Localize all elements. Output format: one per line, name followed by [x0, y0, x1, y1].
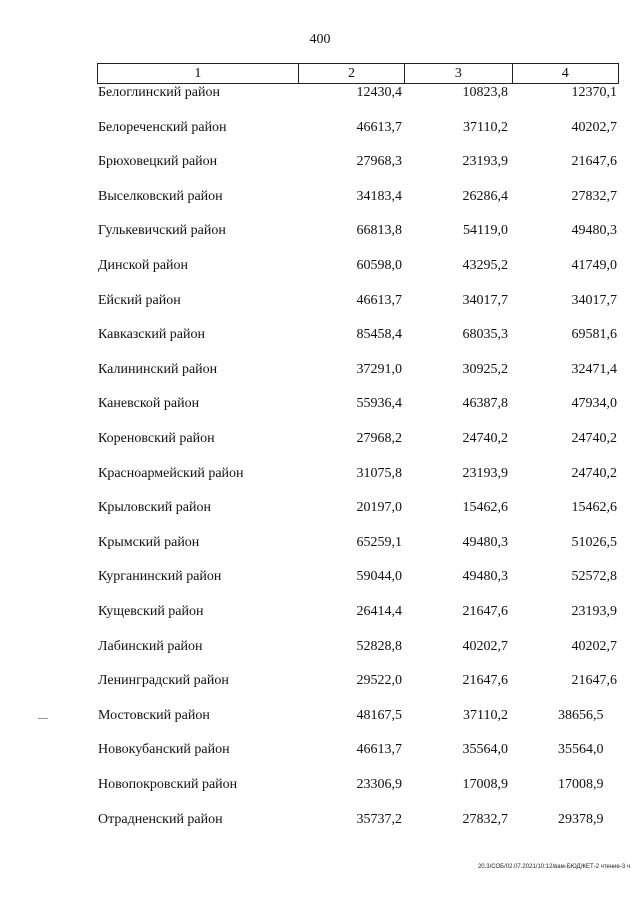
value-column-4: 23193,9 [571, 604, 617, 619]
value-column-4: 15462,6 [571, 500, 617, 516]
table-row [0, 186, 640, 208]
district-name: Ейский район [98, 292, 181, 308]
value-column-3: 46387,8 [462, 396, 508, 412]
value-column-4: 21647,6 [571, 154, 617, 170]
value-column-3: 26286,4 [462, 188, 508, 204]
value-column-3: 23193,9 [462, 154, 508, 170]
value-column-2: 27968,3 [356, 154, 402, 170]
value-column-3: 10823,8 [462, 85, 508, 100]
value-column-4: 21647,6 [571, 673, 617, 689]
value-column-2: 60598,0 [356, 258, 402, 273]
value-column-4: 40202,7 [571, 119, 617, 135]
column-header-1: 1 [98, 64, 299, 84]
district-name: Новопокровский район [98, 777, 238, 792]
district-name: Белореченский район [98, 119, 227, 135]
value-column-2: 20197,0 [356, 500, 402, 516]
value-column-3: 35564,0 [462, 742, 508, 758]
value-column-3: 23193,9 [462, 465, 508, 481]
value-column-4: 41749,0 [571, 258, 617, 273]
value-column-3: 34017,7 [462, 292, 508, 308]
value-column-4: 35564,0 [558, 742, 604, 758]
value-column-4: 29378,9 [558, 811, 604, 827]
district-name: Белоглинский район [98, 85, 220, 100]
table-row [0, 393, 640, 415]
value-column-3: 37110,2 [463, 119, 508, 135]
value-column-2: 23306,9 [356, 777, 402, 792]
district-name: Мостовский район [98, 707, 210, 723]
value-column-3: 15462,6 [462, 500, 508, 516]
value-column-3: 37110,2 [463, 707, 508, 723]
value-column-3: 27832,7 [462, 811, 508, 827]
value-column-4: 51026,5 [571, 534, 617, 550]
value-column-2: 29522,0 [356, 673, 402, 689]
column-header-3: 3 [405, 64, 512, 84]
value-column-3: 49480,3 [462, 569, 508, 585]
value-column-3: 24740,2 [462, 431, 508, 446]
value-column-2: 59044,0 [356, 569, 402, 585]
value-column-4: 24740,2 [571, 465, 617, 481]
value-column-2: 85458,4 [356, 327, 402, 343]
value-column-2: 46613,7 [356, 742, 402, 758]
value-column-3: 43295,2 [462, 258, 508, 273]
value-column-4: 38656,5 [558, 707, 604, 723]
value-column-2: 66813,8 [356, 223, 402, 239]
district-name: Динской район [98, 258, 189, 273]
value-column-3: 21647,6 [462, 604, 508, 619]
table-row [0, 220, 640, 242]
district-name: Лабинский район [98, 638, 203, 654]
value-column-3: 17008,9 [462, 777, 508, 792]
table-row [0, 809, 640, 831]
table-row [0, 670, 640, 692]
table-row [0, 255, 640, 277]
district-name: Крымский район [98, 534, 200, 550]
value-column-2: 31075,8 [356, 465, 402, 481]
table-row [0, 705, 640, 727]
district-name: Крыловский район [98, 500, 211, 516]
value-column-4: 49480,3 [571, 223, 617, 239]
district-name: Каневской район [98, 396, 200, 412]
value-column-2: 46613,7 [356, 292, 402, 308]
table-row [0, 428, 640, 450]
value-column-3: 54119,0 [463, 223, 508, 239]
value-column-2: 48167,5 [356, 707, 402, 723]
value-column-2: 37291,0 [356, 361, 402, 377]
value-column-4: 52572,8 [571, 569, 617, 585]
district-name: Брюховецкий район [98, 154, 218, 170]
value-column-4: 47934,0 [571, 396, 617, 412]
district-name: Новокубанский район [98, 742, 230, 758]
value-column-4: 34017,7 [571, 292, 617, 308]
district-name: Красноармейский район [98, 465, 244, 481]
value-column-2: 52828,8 [356, 638, 402, 654]
value-column-4: 27832,7 [571, 188, 617, 204]
value-column-3: 49480,3 [462, 534, 508, 550]
table-row [0, 601, 640, 623]
value-column-4: 17008,9 [558, 777, 604, 792]
table-row [0, 82, 640, 104]
value-column-2: 46613,7 [356, 119, 402, 135]
table-row [0, 117, 640, 139]
table-row [0, 151, 640, 173]
table-row [0, 463, 640, 485]
table-row [0, 739, 640, 761]
value-column-3: 21647,6 [462, 673, 508, 689]
column-header-4: 4 [512, 64, 618, 84]
district-name: Ленинградский район [98, 673, 229, 689]
margin-mark [38, 718, 48, 719]
value-column-3: 30925,2 [462, 361, 508, 377]
table-row [0, 532, 640, 554]
table-row [0, 324, 640, 346]
district-name: Курганинский район [98, 569, 222, 585]
footer-reference: 20.3/СОБ/02.07.2021/10:12/вам-БЮДЖЕТ-2 чтение-3 ч [477, 864, 630, 870]
district-name: Кавказский район [98, 327, 206, 343]
table-row [0, 566, 640, 588]
value-column-4: 32471,4 [571, 361, 617, 377]
value-column-3: 40202,7 [462, 638, 508, 654]
column-header-2: 2 [298, 64, 404, 84]
value-column-2: 34183,4 [356, 188, 402, 204]
table-row [0, 636, 640, 658]
table-row [0, 774, 640, 796]
table-header [97, 63, 619, 84]
page-number: 400 [309, 32, 331, 47]
value-column-2: 27968,2 [356, 431, 402, 446]
value-column-4: 40202,7 [571, 638, 617, 654]
value-column-4: 24740,2 [571, 431, 617, 446]
value-column-2: 65259,1 [356, 534, 402, 550]
value-column-2: 26414,4 [356, 604, 402, 619]
district-name: Выселковский район [98, 188, 223, 204]
district-name: Кущевский район [98, 604, 204, 619]
table-row [0, 359, 640, 381]
value-column-3: 68035,3 [462, 327, 508, 343]
district-name: Отрадненский район [98, 811, 223, 827]
value-column-2: 35737,2 [356, 811, 402, 827]
value-column-4: 69581,6 [571, 327, 617, 343]
district-name: Калининский район [98, 361, 218, 377]
district-name: Гулькевичский район [98, 223, 226, 239]
value-column-4: 12370,1 [571, 85, 617, 100]
table-row [0, 290, 640, 312]
value-column-2: 12430,4 [356, 85, 402, 100]
district-name: Кореновский район [98, 431, 215, 446]
table-row [0, 497, 640, 519]
value-column-2: 55936,4 [356, 396, 402, 412]
